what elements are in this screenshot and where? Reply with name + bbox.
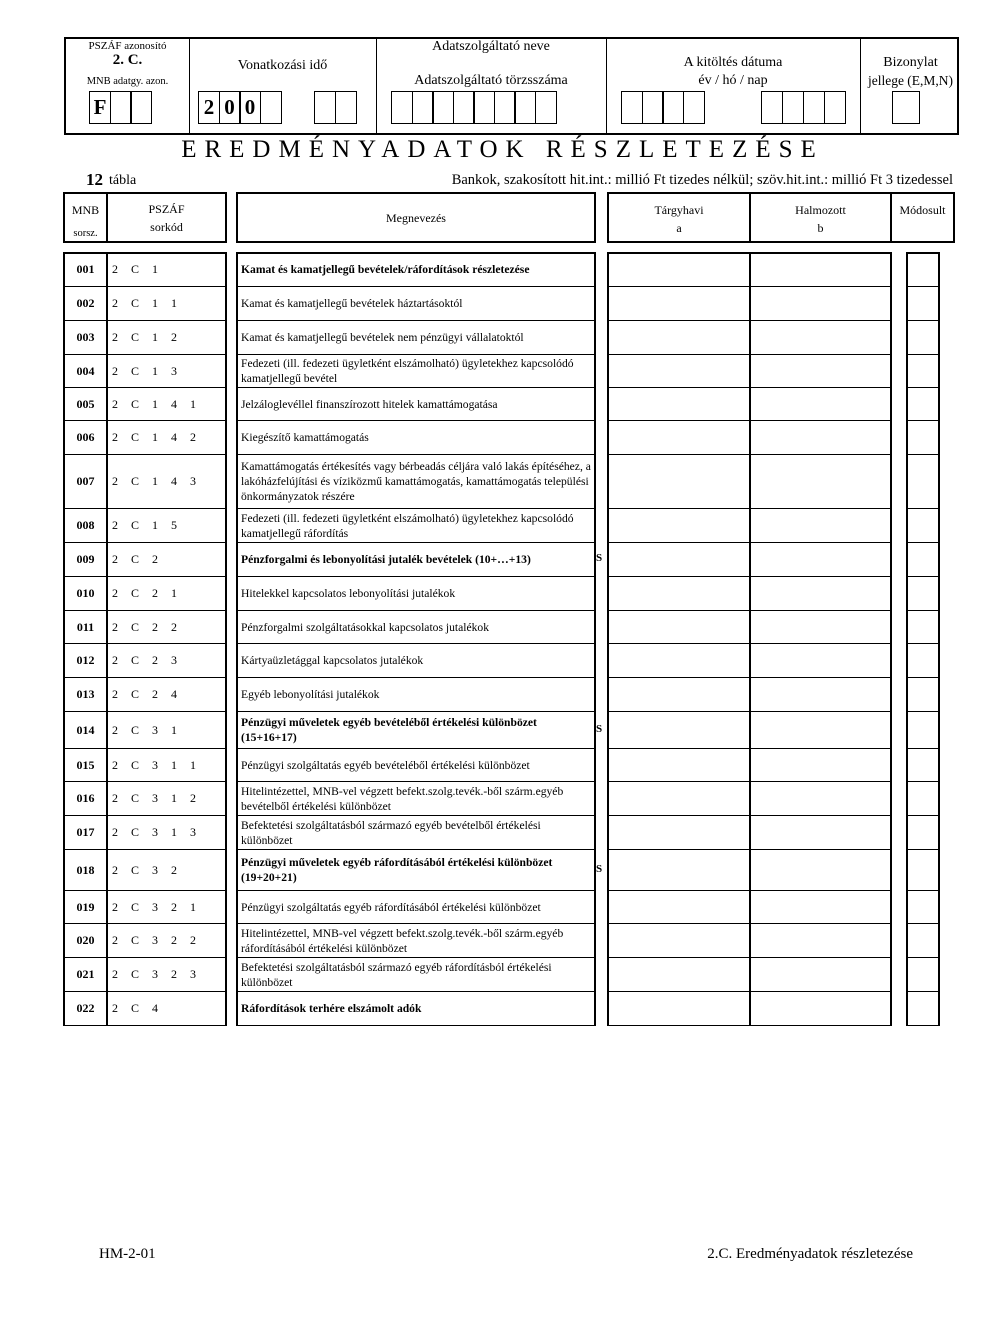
targyhavi-value-cell[interactable]: [607, 543, 751, 577]
period-box[interactable]: [314, 91, 336, 124]
row-number: 020: [63, 924, 108, 958]
targyhavi-value-cell[interactable]: [607, 992, 751, 1026]
table-row: [0, 509, 1005, 543]
row-number: 021: [63, 958, 108, 992]
table-word: tábla: [109, 173, 137, 188]
halmozott-value-cell[interactable]: [749, 388, 892, 421]
row-description: Kártyaüzletággal kapcsolatos jutalékok: [236, 644, 596, 678]
halmozott-value-cell[interactable]: [749, 782, 892, 816]
col-modosult-header: [890, 192, 955, 243]
date-box[interactable]: [761, 91, 783, 124]
modosult-cell[interactable]: [906, 355, 940, 388]
date-box[interactable]: [683, 91, 705, 124]
row-number: 016: [63, 782, 108, 816]
modosult-cell[interactable]: [906, 782, 940, 816]
modosult-cell[interactable]: [906, 644, 940, 678]
row-number: 013: [63, 678, 108, 712]
halmozott-value-cell[interactable]: [749, 816, 892, 850]
row-number: 011: [63, 611, 108, 644]
row-number: 022: [63, 992, 108, 1026]
table-row: [0, 712, 1005, 749]
bizonylat-label: Bizonylat: [883, 55, 938, 70]
date-box[interactable]: [824, 91, 846, 124]
row-description: Pénzforgalmi és lebonyolítási jutalék bevételek (10+…+13): [236, 543, 596, 577]
grid-top-border: [607, 252, 892, 254]
modosult-cell[interactable]: [906, 924, 940, 958]
col-sorkod-label: sorkód: [150, 220, 183, 234]
ev-ho-nap-label: év / hó / nap: [698, 73, 768, 88]
id-box[interactable]: [110, 91, 132, 124]
date-month-boxes: [761, 91, 802, 124]
torzsszam-label: Adatszolgáltató törzsszáma: [414, 73, 568, 88]
modosult-cell[interactable]: [906, 816, 940, 850]
row-code: 2 C 3 2 3: [106, 958, 227, 992]
targyhavi-value-cell[interactable]: [607, 611, 751, 644]
table-row: [0, 321, 1005, 355]
col-megnevezes-header: [236, 192, 596, 243]
row-description: Hitelintézettel, MNB-vel végzett befekt.szolg.tevék.-ből szárm.egyéb ráfordításából értékelési különbözet: [236, 924, 596, 958]
mnb-id-label: MNB adatgy. azon.: [86, 76, 169, 87]
torzsszam-box[interactable]: [412, 91, 434, 124]
row-description: Pénzügyi szolgáltatás egyéb ráfordításából értékelési különbözet: [236, 891, 596, 924]
col-megnevezes-label: Megnevezés: [386, 211, 446, 225]
halmozott-value-cell[interactable]: [749, 712, 892, 749]
torzsszam-box[interactable]: [432, 91, 454, 124]
torzsszam-box[interactable]: [453, 91, 475, 124]
table-row: [0, 816, 1005, 850]
torzsszam-box[interactable]: [391, 91, 413, 124]
grid-top-border: [63, 252, 227, 254]
col-b-label: b: [817, 221, 824, 235]
halmozott-value-cell[interactable]: [749, 577, 892, 611]
modosult-cell[interactable]: [906, 749, 940, 782]
row-description: Kamat és kamatjellegű bevételek háztartásoktól: [236, 287, 596, 321]
row-number: 007: [63, 455, 108, 509]
col-pszaf-header: [106, 192, 227, 243]
table-row: [0, 924, 1005, 958]
row-code: 2 C 3 1 1: [106, 749, 227, 782]
targyhavi-value-cell[interactable]: [607, 253, 751, 287]
modosult-cell[interactable]: [906, 712, 940, 749]
table-row: [0, 850, 1005, 891]
row-code: 2 C 3 2 1: [106, 891, 227, 924]
modosult-cell[interactable]: [906, 992, 940, 1026]
row-number: 002: [63, 287, 108, 321]
jellege-box[interactable]: [892, 91, 920, 124]
table-number: 12: [86, 170, 103, 189]
date-box[interactable]: [803, 91, 825, 124]
modosult-cell[interactable]: [906, 958, 940, 992]
pszaf-id-label: PSZÁF azonosító: [88, 40, 167, 52]
table-row: [0, 388, 1005, 421]
halmozott-value-cell[interactable]: [749, 611, 892, 644]
targyhavi-value-cell[interactable]: [607, 455, 751, 509]
torzsszam-box[interactable]: [473, 91, 495, 124]
targyhavi-value-cell[interactable]: [607, 850, 751, 891]
page-title: EREDMÉNYADATOK RÉSZLETEZÉSE: [181, 136, 824, 163]
row-number: 008: [63, 509, 108, 543]
row-description: Befektetési szolgáltatásból származó egyéb bevételből értékelési különbözet: [236, 816, 596, 850]
row-number: 001: [63, 253, 108, 287]
targyhavi-value-cell[interactable]: [607, 749, 751, 782]
adatszolgaltato-neve-label: Adatszolgáltató neve: [432, 39, 550, 54]
row-description: Kiegészítő kamattámogatás: [236, 421, 596, 455]
sum-marker: S: [596, 552, 603, 564]
modosult-cell[interactable]: [906, 509, 940, 543]
row-description: Pénzügyi műveletek egyéb bevételéből értékelési különbözet (15+16+17): [236, 712, 596, 749]
row-number: 015: [63, 749, 108, 782]
row-code: 2 C 1: [106, 253, 227, 287]
row-code: 2 C 1 4 2: [106, 421, 227, 455]
col-modosult-label: Módosult: [899, 203, 946, 217]
modosult-cell[interactable]: [906, 611, 940, 644]
row-description: Fedezeti (ill. fedezeti ügyletként elszámolható) ügyletekhez kapcsolódó kamatjellegű ráfordítás: [236, 509, 596, 543]
row-code: 2 C 2 1: [106, 577, 227, 611]
period-box[interactable]: [335, 91, 357, 124]
grid-top-border: [906, 252, 940, 254]
targyhavi-value-cell[interactable]: [607, 577, 751, 611]
row-description: Egyéb lebonyolítási jutalékok: [236, 678, 596, 712]
row-description: Jelzáloglevéllel finanszírozott hitelek kamattámogatása: [236, 388, 596, 421]
halmozott-value-cell[interactable]: [749, 644, 892, 678]
id-box[interactable]: F: [89, 91, 111, 124]
row-description: Kamat és kamatjellegű bevételek/ráfordítások részletezése: [236, 253, 596, 287]
row-description: Pénzügyi műveletek egyéb ráfordításából értékelési különbözet (19+20+21): [236, 850, 596, 891]
table-row: [0, 782, 1005, 816]
col-mnb-header: [63, 192, 108, 243]
date-year-boxes: [621, 91, 703, 124]
targyhavi-value-cell[interactable]: [607, 712, 751, 749]
table-row: [0, 253, 1005, 287]
modosult-cell[interactable]: [906, 891, 940, 924]
row-number: 010: [63, 577, 108, 611]
row-code: 2 C 1 3: [106, 355, 227, 388]
vonatkozasi-ido-label: Vonatkozási idő: [237, 58, 328, 73]
footer-right: 2.C. Eredményadatok részletezése: [707, 1246, 913, 1262]
col-halmozott-header: [749, 192, 892, 243]
targyhavi-value-cell[interactable]: [607, 816, 751, 850]
row-number: 019: [63, 891, 108, 924]
col-targyhavi-header: [607, 192, 751, 243]
unit-note: Bankok, szakosított hit.int.: millió Ft tizedes nélkül; szöv.hit.int.: millió Ft 3 tizedessel: [451, 172, 953, 188]
torzsszam-boxes: [391, 91, 555, 124]
row-number: 009: [63, 543, 108, 577]
date-box[interactable]: [621, 91, 643, 124]
modosult-cell[interactable]: [906, 577, 940, 611]
row-code: 2 C 1 4 1: [106, 388, 227, 421]
period-box[interactable]: [260, 91, 282, 124]
table-row: [0, 749, 1005, 782]
halmozott-value-cell[interactable]: [749, 355, 892, 388]
jellege-label: jellege (E,M,N): [867, 73, 954, 88]
row-code: 2 C 2: [106, 543, 227, 577]
targyhavi-value-cell[interactable]: [607, 891, 751, 924]
col-pszaf-label: PSZÁF: [148, 202, 185, 216]
header-divider: [189, 39, 190, 133]
targyhavi-value-cell[interactable]: [607, 678, 751, 712]
date-day-boxes: [803, 91, 844, 124]
halmozott-value-cell[interactable]: [749, 421, 892, 455]
row-description: Kamat és kamatjellegű bevételek nem pénzügyi vállalatoktól: [236, 321, 596, 355]
table-row: [0, 421, 1005, 455]
row-description: Hitelekkel kapcsolatos lebonyolítási jutalékok: [236, 577, 596, 611]
table-row: [0, 355, 1005, 388]
row-number: 012: [63, 644, 108, 678]
modosult-cell[interactable]: [906, 388, 940, 421]
row-number: 006: [63, 421, 108, 455]
row-code: 2 C 1 1: [106, 287, 227, 321]
table-row: [0, 958, 1005, 992]
table-row: [0, 644, 1005, 678]
torzsszam-box[interactable]: [535, 91, 557, 124]
row-code: 2 C 3 1 2: [106, 782, 227, 816]
row-number: 018: [63, 850, 108, 891]
row-description: Fedezeti (ill. fedezeti ügyletként elszámolható) ügyletekhez kapcsolódó kamatjellegű bevétel: [236, 355, 596, 388]
period-box[interactable]: 0: [239, 91, 261, 124]
row-description: Kamattámogatás értékesítés vagy bérbeadás céljára való lakás építéséhez, a lakóházfelújítási és víziközmű kamattámogatás, kamattámogatás települési önkormányzatok részére: [236, 455, 596, 509]
halmozott-value-cell[interactable]: [749, 749, 892, 782]
period-boxes: [198, 91, 280, 124]
row-number: 017: [63, 816, 108, 850]
sum-marker: S: [596, 722, 603, 735]
halmozott-value-cell[interactable]: [749, 678, 892, 712]
modosult-cell[interactable]: [906, 543, 940, 577]
id-boxes: [89, 91, 151, 124]
col-mnb-label: MNB: [71, 203, 100, 217]
table-row: [0, 455, 1005, 509]
sum-marker: S: [596, 862, 603, 875]
modosult-cell[interactable]: [906, 421, 940, 455]
halmozott-value-cell[interactable]: [749, 287, 892, 321]
targyhavi-value-cell[interactable]: [607, 924, 751, 958]
row-code: 2 C 1 5: [106, 509, 227, 543]
torzsszam-box[interactable]: [494, 91, 516, 124]
table-row: [0, 992, 1005, 1026]
row-description: Ráfordítások terhére elszámolt adók: [236, 992, 596, 1026]
table-row: [0, 891, 1005, 924]
header-block: [64, 37, 959, 135]
period-box[interactable]: 0: [219, 91, 241, 124]
id-box[interactable]: [130, 91, 152, 124]
col-a-label: a: [676, 221, 682, 235]
torzsszam-box[interactable]: [514, 91, 536, 124]
col-halmozott-label: Halmozott: [795, 203, 846, 217]
modosult-cell[interactable]: [906, 678, 940, 712]
targyhavi-value-cell[interactable]: [607, 355, 751, 388]
row-number: 004: [63, 355, 108, 388]
halmozott-value-cell[interactable]: [749, 455, 892, 509]
form-code: 2. C.: [112, 52, 143, 68]
halmozott-value-cell[interactable]: [749, 958, 892, 992]
targyhavi-value-cell[interactable]: [607, 421, 751, 455]
halmozott-value-cell[interactable]: [749, 924, 892, 958]
targyhavi-value-cell[interactable]: [607, 388, 751, 421]
targyhavi-value-cell[interactable]: [607, 321, 751, 355]
modosult-cell[interactable]: [906, 287, 940, 321]
row-code: 2 C 2 3: [106, 644, 227, 678]
row-number: 003: [63, 321, 108, 355]
date-box[interactable]: [782, 91, 804, 124]
row-code: 2 C 1 4 3: [106, 455, 227, 509]
row-description: Hitelintézettel, MNB-vel végzett befekt.szolg.tevék.-ből szárm.egyéb bevételből értékelési különbözet: [236, 782, 596, 816]
halmozott-value-cell[interactable]: [749, 253, 892, 287]
row-code: 2 C 2 4: [106, 678, 227, 712]
date-box[interactable]: [662, 91, 684, 124]
col-targyhavi-label: Tárgyhavi: [654, 203, 704, 217]
table-row: [0, 611, 1005, 644]
row-code: 2 C 3 1 3: [106, 816, 227, 850]
targyhavi-value-cell[interactable]: [607, 644, 751, 678]
period-box[interactable]: 2: [198, 91, 220, 124]
row-number: 014: [63, 712, 108, 749]
row-number: 005: [63, 388, 108, 421]
targyhavi-value-cell[interactable]: [607, 509, 751, 543]
grid-top-border: [236, 252, 596, 254]
table-row: [0, 543, 1005, 577]
targyhavi-value-cell[interactable]: [607, 287, 751, 321]
halmozott-value-cell[interactable]: [749, 850, 892, 891]
row-code: 2 C 2 2: [106, 611, 227, 644]
row-code: 2 C 3 2: [106, 850, 227, 891]
row-code: 2 C 3 2 2: [106, 924, 227, 958]
footer-left: HM-2-01: [99, 1246, 156, 1262]
date-box[interactable]: [642, 91, 664, 124]
halmozott-value-cell[interactable]: [749, 509, 892, 543]
kitoltes-datuma-label: A kitöltés dátuma: [683, 55, 783, 70]
col-sorsz-label: sorsz.: [73, 228, 98, 239]
halmozott-value-cell[interactable]: [749, 543, 892, 577]
row-description: Pénzforgalmi szolgáltatásokkal kapcsolatos jutalékok: [236, 611, 596, 644]
row-code: 2 C 1 2: [106, 321, 227, 355]
modosult-cell[interactable]: [906, 321, 940, 355]
halmozott-value-cell[interactable]: [749, 321, 892, 355]
table-row: [0, 287, 1005, 321]
modosult-cell[interactable]: [906, 850, 940, 891]
targyhavi-value-cell[interactable]: [607, 958, 751, 992]
row-description: Befektetési szolgáltatásból származó egyéb ráfordításból értékelési különbözet: [236, 958, 596, 992]
modosult-cell[interactable]: [906, 253, 940, 287]
row-description: Pénzügyi szolgáltatás egyéb bevételéből értékelési különbözet: [236, 749, 596, 782]
halmozott-value-cell[interactable]: [749, 891, 892, 924]
targyhavi-value-cell[interactable]: [607, 782, 751, 816]
table-row: [0, 678, 1005, 712]
row-code: 2 C 4: [106, 992, 227, 1026]
halmozott-value-cell[interactable]: [749, 992, 892, 1026]
jellege-boxes: [892, 91, 919, 124]
period-month-boxes: [314, 91, 355, 124]
table-row: [0, 577, 1005, 611]
modosult-cell[interactable]: [906, 455, 940, 509]
row-code: 2 C 3 1: [106, 712, 227, 749]
